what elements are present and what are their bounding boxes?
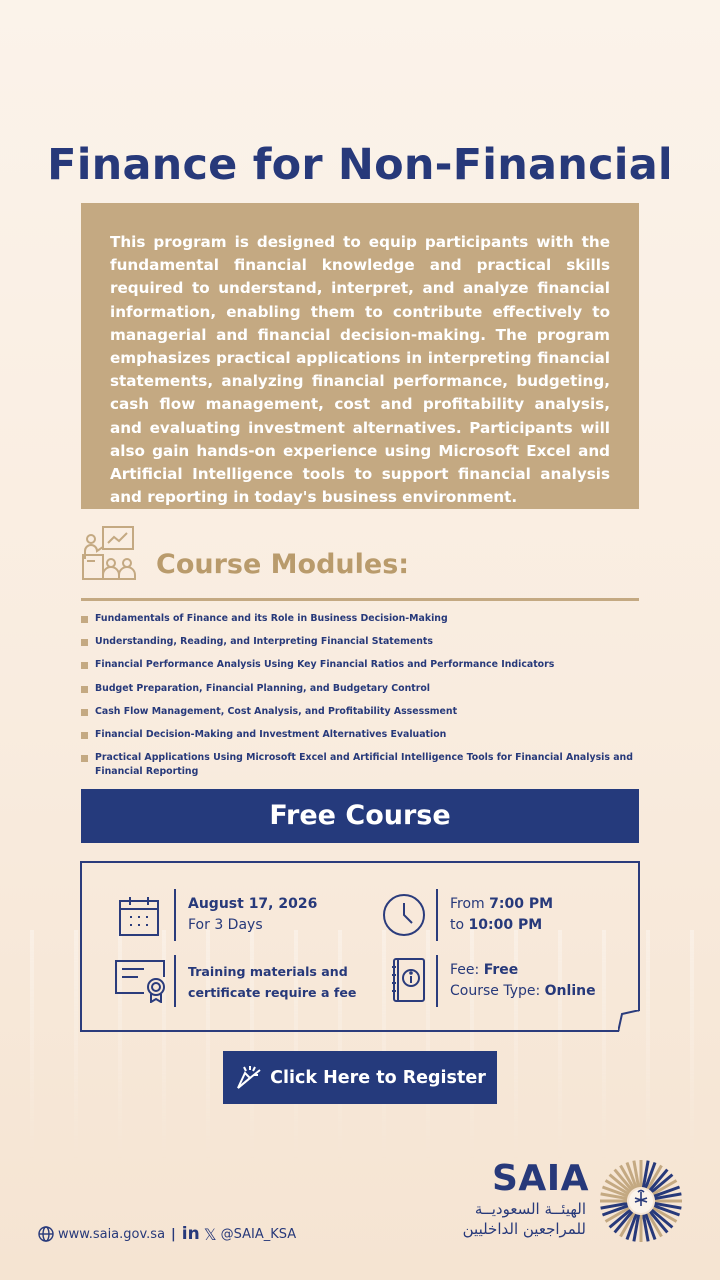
list-item: Understanding, Reading, and Interpreting Financial Statements [81,635,661,658]
description-box [81,203,639,509]
list-item: Financial Performance Analysis Using Key Financial Ratios and Performance Indicators [81,658,661,681]
divider [436,889,438,941]
calendar-icon [118,895,160,937]
linkedin-icon[interactable]: in [181,1224,200,1244]
logo-arabic-line2: للمراجعين الداخليين [462,1220,586,1238]
list-item: Cash Flow Management, Cost Analysis, and Profitability Assessment [81,705,661,728]
page-fold-decoration [618,1010,640,1032]
website-link[interactable]: www.saia.gov.sa [58,1226,166,1242]
clock-icon [382,893,426,937]
modules-header [81,523,639,601]
register-button[interactable] [223,1051,497,1104]
date-text: August 17, 2026 For 3 Days [188,896,318,933]
list-item: Financial Decision-Making and Investment Alternatives Evaluation [81,728,661,751]
bullet [81,732,88,739]
info-book-icon [390,957,426,1003]
course-info-card [80,861,640,1032]
logo-arabic-line1: الهيئــة السعوديــة [474,1200,586,1218]
bullet [81,639,88,646]
free-course-banner: Free Course [81,789,639,843]
bullet [81,755,88,762]
certificate-icon [114,959,166,1003]
list-item: Practical Applications Using Microsoft Excel and Artificial Intelligence Tools for Financial Analysis and Financial Reporting [81,751,661,774]
list-item: Fundamentals of Finance and its Role in Business Decision-Making [81,612,661,635]
fee-text: Fee: Free Course Type: Online [450,962,596,999]
divider [436,955,438,1007]
cursor-click-icon [234,1064,262,1092]
time-text: From 7:00 PM to 10:00 PM [450,896,554,933]
description-text: This program is designed to equip participants with the fundamental financial knowledge and practical skills required to understand, interpret, and analyze financial information, enabling them to contribute effectively to managerial and financial decision-making. The program emphasizes practical applications in interpreting financial statements, analyzing financial performance, budgeting, cash flow management, cost and profitability analysis, and evaluating investment alternatives. Participants will also gain hands-on experience using Microsoft Excel and Artificial Intelligence tools to support financial analysis and reporting in today's business environment. [110,233,610,507]
presentation-icon [81,525,137,581]
bullet [81,616,88,623]
separator: | [171,1226,176,1242]
list-item: Budget Preparation, Financial Planning, and Budgetary Control [81,682,661,705]
module-list [81,612,661,778]
divider [174,955,176,1007]
certificate-text: Training materials and certificate require a fee [188,964,357,1000]
bullet [81,662,88,669]
social-handle[interactable]: @SAIA_KSA [220,1226,297,1242]
saia-emblem-icon [598,1158,684,1244]
modules-heading: Course Modules: [156,549,410,580]
x-icon[interactable]: 𝕏 [203,1224,217,1244]
bullet [81,709,88,716]
footer-contact [38,1224,296,1244]
logo-name: SAIA [492,1158,590,1199]
divider [174,889,176,941]
page-title: Finance for Non-Financial [47,140,673,190]
globe-icon [38,1226,54,1242]
register-label: Click Here to Register [270,1067,486,1088]
bullet [81,686,88,693]
saia-logo [440,1158,690,1248]
